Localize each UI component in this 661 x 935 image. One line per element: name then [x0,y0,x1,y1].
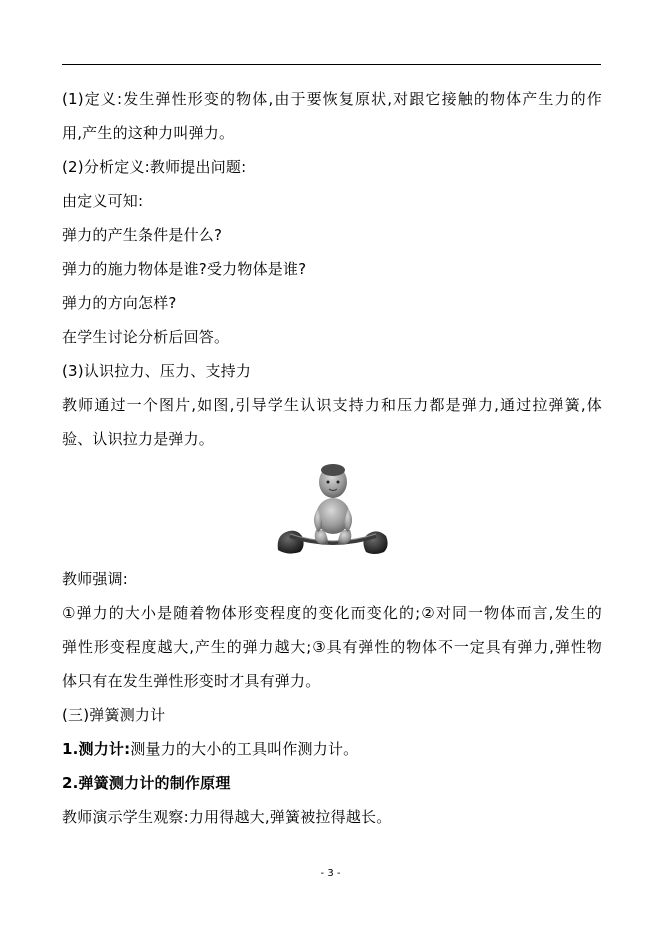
forces-heading: (3)认识拉力、压力、支持力 [62,362,252,380]
discussion-line: 在学生讨论分析后回答。 [62,328,230,346]
dynamometer-term: 1.测力计: [62,740,131,758]
demonstration-line: 教师演示学生观察:力用得越大,弹簧被拉得越长。 [62,808,392,826]
figure-container [62,456,602,562]
child-on-board-illustration [276,460,390,556]
definition-line-2: 用,产生的这种力叫弹力。 [62,124,235,142]
header-rule [62,64,601,65]
teacher-emphasis-heading: 教师强调: [62,570,129,588]
emphasis-line-3: 体只有在发生弹性形变时才具有弹力。 [62,672,321,690]
definition-line-1: (1)定义:发生弹性形变的物体,由于要恢复原状,对跟它接触的物体产生力的作 [62,90,602,108]
dynamometer-definition [62,732,602,766]
question-objects: 弹力的施力物体是谁?受力物体是谁? [62,260,307,278]
from-definition-line: 由定义可知: [62,192,144,210]
question-direction: 弹力的方向怎样? [62,294,177,312]
spring-scale-section-heading: (三)弹簧测力计 [62,706,166,724]
picture-explanation-line-2: 验、认识拉力是弹力。 [62,430,215,448]
analysis-heading: (2)分析定义:教师提出问题: [62,158,247,176]
page-number: - 3 - [320,868,341,879]
emphasis-line-1: ①弹力的大小是随着物体形变程度的变化而变化的;②对同一物体而言,发生的 [62,604,602,622]
dynamometer-text: 测量力的大小的工具叫作测力计。 [130,740,359,758]
question-condition: 弹力的产生条件是什么? [62,226,223,244]
picture-explanation-line-1: 教师通过一个图片,如图,引导学生认识支持力和压力都是弹力,通过拉弹簧,体 [62,396,602,414]
emphasis-line-2: 弹性形变程度越大,产生的弹力越大;③具有弹性的物体不一定具有弹力,弹性物 [62,638,602,656]
spring-scale-principle-heading: 2.弹簧测力计的制作原理 [62,774,231,792]
document-body [62,82,602,834]
